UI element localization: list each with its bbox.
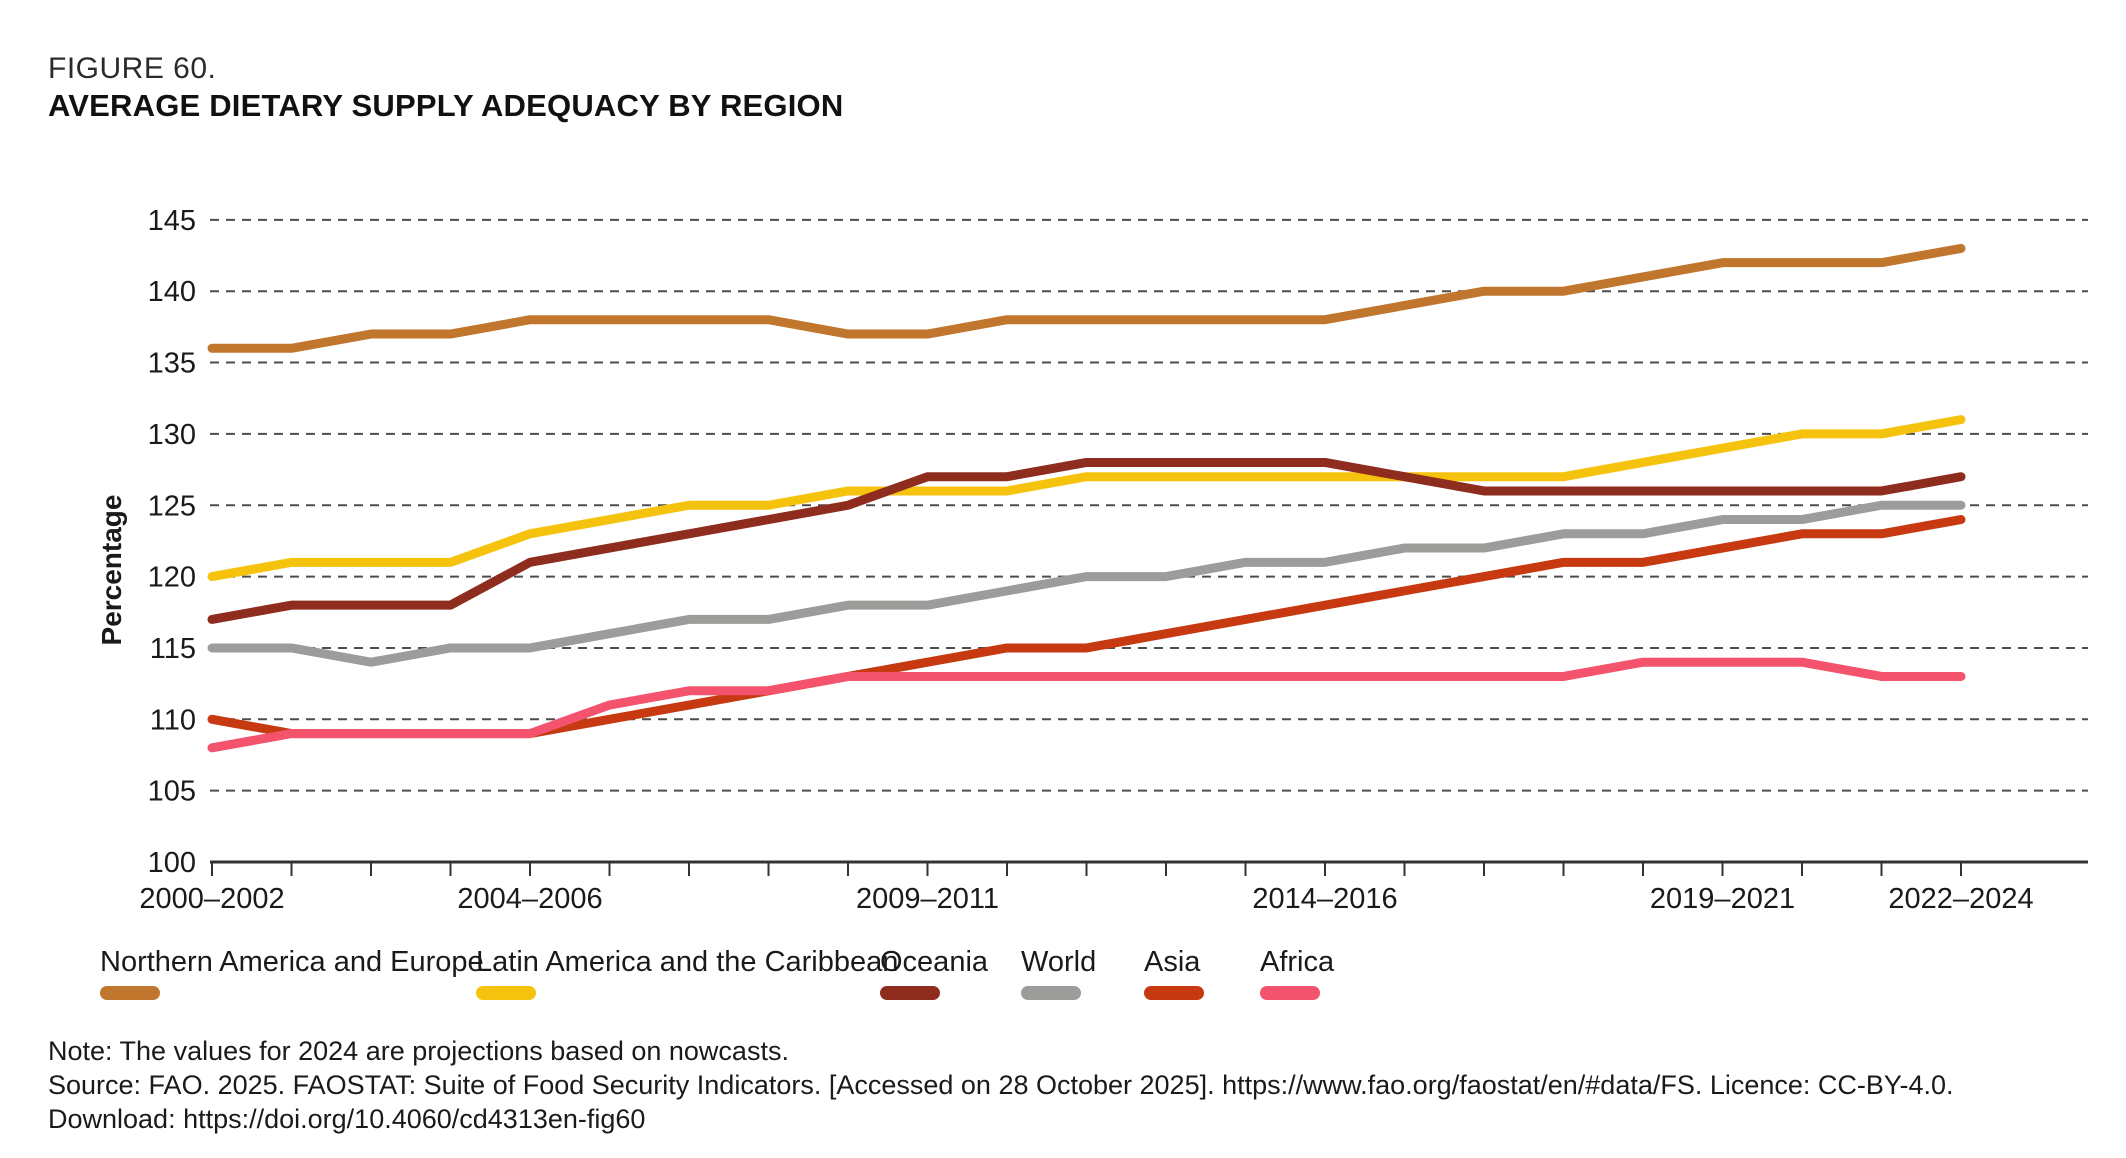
legend-item-asia (1144, 946, 1204, 1000)
y-tick-label: 105 (147, 775, 196, 808)
legend-label: Northern America and Europe (100, 946, 484, 978)
y-tick-label: 135 (147, 347, 196, 380)
x-tick-label: 2009–2011 (855, 883, 1000, 915)
series-line-northern-america-and-europe (212, 248, 1961, 348)
y-tick-label: 145 (147, 204, 196, 237)
y-tick-label: 120 (147, 561, 196, 594)
footer-source: Source: FAO. 2025. FAOSTAT: Suite of Food Security Indicators. [Accessed on 28 October 2025]. https://www.fao.org/faostat/en/#data/FS. Licence: CC-BY-4.0. (48, 1070, 1954, 1100)
y-axis-title: Percentage (96, 494, 127, 646)
y-tick-label: 125 (147, 490, 196, 523)
legend-color-swatch (880, 986, 940, 1000)
legend-label: Oceania (880, 946, 989, 978)
legend-label: World (1021, 946, 1097, 978)
footer-notes (48, 1034, 1953, 1136)
legend-label: Asia (1144, 946, 1201, 978)
legend-color-swatch (476, 986, 536, 1000)
legend-item-world (1021, 946, 1096, 1000)
x-tick-label: 2022–2024 (1888, 883, 2034, 915)
legend-color-swatch (1144, 986, 1204, 1000)
figure-number: FIGURE 60. (48, 52, 217, 85)
footer-note: Note: The values for 2024 are projections based on nowcasts. (48, 1036, 789, 1066)
y-tick-label: 140 (147, 276, 196, 309)
series-line-oceania (212, 462, 1961, 619)
legend-item-northern-america-and-europe (100, 946, 484, 1000)
legend-item-latin-america-and-the-caribbean (476, 946, 898, 1000)
legend-color-swatch (1021, 986, 1081, 1000)
x-tick-label: 2019–2021 (1649, 883, 1796, 915)
series-line-world (212, 505, 1961, 662)
y-tick-label: 110 (149, 704, 196, 737)
y-tick-label: 100 (147, 847, 196, 879)
legend-label: Africa (1260, 946, 1335, 978)
y-tick-label: 115 (149, 632, 196, 665)
legend-item-oceania (880, 946, 988, 1000)
x-tick-label: 2000–2002 (139, 883, 285, 915)
x-tick-label: 2004–2006 (457, 883, 603, 915)
legend (0, 946, 2126, 1016)
legend-item-africa (1260, 946, 1334, 1000)
series-line-africa (212, 662, 1961, 748)
x-tick-label: 2014–2016 (1252, 883, 1398, 915)
legend-label: Latin America and the Caribbean (476, 946, 899, 978)
page-title: AVERAGE DIETARY SUPPLY ADEQUACY BY REGION (48, 88, 844, 123)
footer-download: Download: https://doi.org/10.4060/cd4313en-fig60 (48, 1104, 646, 1134)
legend-color-swatch (1260, 986, 1320, 1000)
legend-color-swatch (100, 986, 160, 1000)
y-tick-label: 130 (147, 418, 196, 451)
